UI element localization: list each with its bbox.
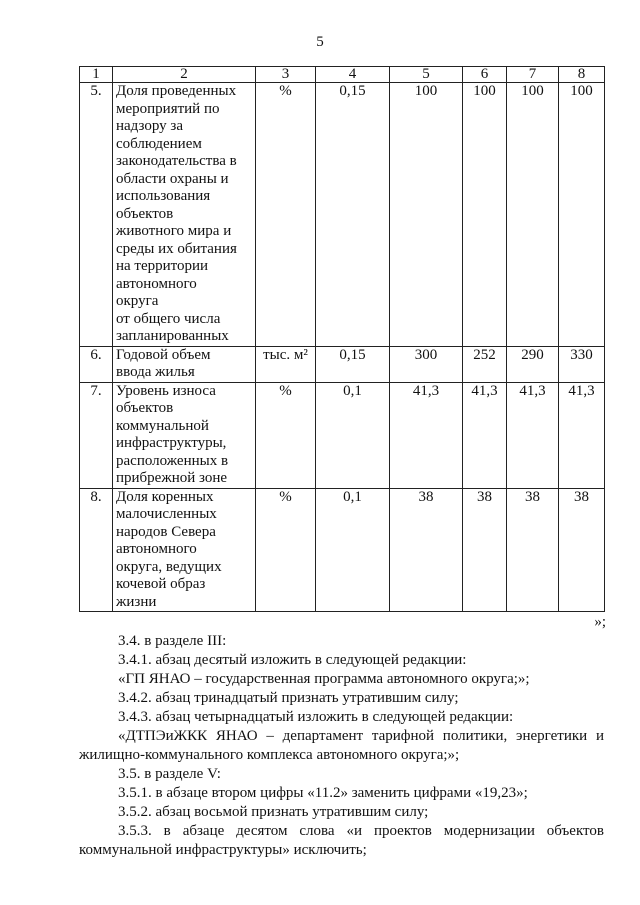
value-cell: 100 <box>463 83 507 347</box>
indicator-name-line: объектов <box>116 205 174 222</box>
indicator-name <box>113 346 256 382</box>
indicator-name-line: расположенных в <box>116 452 229 469</box>
indicator-name-line: малочисленных <box>116 506 217 522</box>
value-cell: 38 <box>463 488 507 612</box>
value-cell: 38 <box>390 488 463 612</box>
unit-cell: % <box>256 83 316 347</box>
table-header-row <box>80 67 605 83</box>
value-cell: 38 <box>559 488 605 612</box>
indicator-name-line: области охраны и <box>116 170 229 187</box>
indicator-name-line: от общего числа <box>116 310 221 327</box>
unit-cell: тыс. м² <box>256 346 316 382</box>
indicator-name-line: кочевой образ <box>116 576 206 592</box>
column-header: 7 <box>507 67 559 83</box>
column-header: 4 <box>316 67 390 83</box>
paragraph: 3.4. в разделе III: <box>118 633 227 649</box>
column-header: 6 <box>463 67 507 83</box>
table-row <box>80 382 605 488</box>
row-number: 8. <box>80 488 113 612</box>
indicator-name-line: округа <box>116 293 159 309</box>
table-row <box>80 488 605 612</box>
paragraph: «ГП ЯНАО – государственная программа автономного округа;»; <box>118 671 530 687</box>
indicator-name-line: мероприятий по <box>116 100 220 117</box>
value-cell: 41,3 <box>390 382 463 488</box>
unit-cell: % <box>256 488 316 612</box>
value-cell: 0,1 <box>316 488 390 612</box>
value-cell: 41,3 <box>507 382 559 488</box>
indicator-name-line: Доля проведенных <box>116 83 237 99</box>
row-number: 7. <box>80 382 113 488</box>
paragraph: «ДТПЭиЖКК ЯНАО – департамент тарифной политики, энергетики и <box>118 728 604 744</box>
paragraph: 3.4.3. абзац четырнадцатый изложить в следующей редакции: <box>118 709 514 725</box>
indicator-name-line: жизни <box>116 593 157 610</box>
value-cell: 100 <box>390 83 463 347</box>
indicator-name-line: на территории <box>116 258 209 274</box>
paragraph: 3.5.3. в абзаце десятом слова «и проектов модернизации объектов <box>118 823 604 839</box>
paragraph: 3.4.2. абзац тринадцатый признать утратившим силу; <box>118 690 459 706</box>
value-cell: 290 <box>507 346 559 382</box>
indicator-name-line: соблюдением <box>116 135 202 152</box>
column-header: 5 <box>390 67 463 83</box>
paragraph: 3.4.1. абзац десятый изложить в следующей редакции: <box>118 652 467 668</box>
indicator-name <box>113 83 256 347</box>
column-header: 3 <box>256 67 316 83</box>
indicator-name-line: Доля коренных <box>116 488 214 505</box>
indicator-name <box>113 488 256 612</box>
value-cell: 0,15 <box>316 346 390 382</box>
paragraph: 3.5.2. абзац восьмой признать утратившим силу; <box>118 804 429 820</box>
value-cell: 41,3 <box>559 382 605 488</box>
indicator-name-line: округа, ведущих <box>116 558 222 575</box>
table-row <box>80 83 605 347</box>
row-number: 5. <box>80 83 113 347</box>
value-cell: 0,15 <box>316 83 390 347</box>
paragraph-continuation: коммунальной инфраструктуры» исключить; <box>79 842 367 858</box>
value-cell: 300 <box>390 346 463 382</box>
indicator-name-line: коммунальной <box>116 417 209 434</box>
value-cell: 252 <box>463 346 507 382</box>
indicator-table <box>79 66 605 612</box>
indicator-name-line: надзору за <box>116 118 183 134</box>
column-header: 2 <box>113 67 256 83</box>
column-header: 8 <box>559 67 605 83</box>
paragraph: 3.5. в разделе V: <box>118 766 221 782</box>
indicator-name-line: животного мира и <box>116 223 232 239</box>
paragraph: 3.5.1. в абзаце втором цифры «11.2» заменить цифрами «19,23»; <box>118 785 528 801</box>
indicator-name-line: Годовой объем <box>116 346 211 363</box>
indicator-name-line: Уровень износа <box>116 382 216 399</box>
quote-end: »; <box>594 614 606 630</box>
indicator-name-line: объектов <box>116 400 174 416</box>
indicator-name <box>113 382 256 488</box>
value-cell: 38 <box>507 488 559 612</box>
indicator-name-line: автономного <box>116 541 197 557</box>
value-cell: 0,1 <box>316 382 390 488</box>
value-cell: 41,3 <box>463 382 507 488</box>
indicator-name-line: народов Севера <box>116 523 216 540</box>
indicator-name-line: законодательства в <box>116 153 237 169</box>
indicator-name-line: среды их обитания <box>116 240 237 257</box>
indicator-name-line: инфраструктуры, <box>116 435 227 451</box>
column-header: 1 <box>80 67 113 83</box>
indicator-name-line: запланированных <box>116 328 229 344</box>
value-cell: 330 <box>559 346 605 382</box>
indicator-name-line: автономного <box>116 275 197 292</box>
indicator-name-line: ввода жилья <box>116 364 195 380</box>
unit-cell: % <box>256 382 316 488</box>
page-number: 5 <box>316 34 324 50</box>
indicator-name-line: использования <box>116 188 211 204</box>
indicator-name-line: прибрежной зоне <box>116 470 228 486</box>
table-row <box>80 346 605 382</box>
value-cell: 100 <box>507 83 559 347</box>
paragraph-continuation: жилищно-коммунального комплекса автономного округа;»; <box>79 747 460 763</box>
value-cell: 100 <box>559 83 605 347</box>
row-number: 6. <box>80 346 113 382</box>
